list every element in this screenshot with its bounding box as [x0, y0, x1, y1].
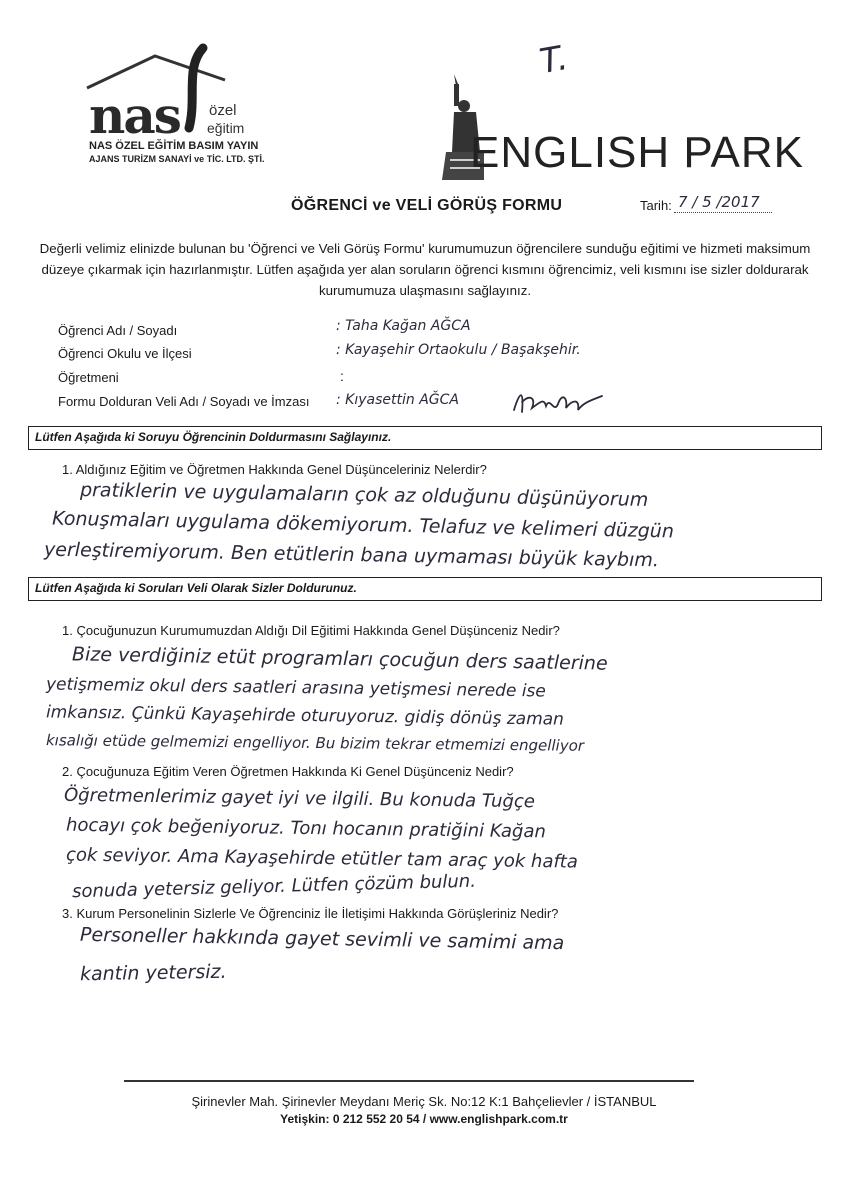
student-answer-line-2[interactable]: Konuşmaları uygulama dökemiyorum. Telafuz ve kelimeri düzgün — [51, 507, 675, 543]
parent-answer-3-line-1[interactable]: Personeller hakkında gayet sevimli ve samimi ama — [79, 923, 565, 955]
nas-company-line1: NAS ÖZEL EĞİTİM BASIM YAYIN — [89, 140, 259, 152]
nas-ozel: özel — [209, 102, 237, 119]
date-label: Tarih: — [640, 198, 672, 213]
parent-answer-1-line-1[interactable]: Bize verdiğiniz etüt programları çocuğun ders saatlerine — [71, 643, 608, 675]
parent-signature — [510, 384, 610, 420]
student-question-1: 1. Aldığınız Eğitim ve Öğretmen Hakkında Genel Düşünceleriniz Nelerdir? — [62, 462, 487, 477]
teacher-label: Öğretmeni — [58, 370, 119, 385]
date-value: 7 / 5 /2017 — [678, 193, 760, 211]
student-school-value[interactable]: : Kayaşehir Ortaokulu / Başakşehir. — [336, 342, 581, 358]
english-park-logo-text: ENGLISH PARK — [470, 128, 804, 177]
parent-question-1: 1. Çocuğunuzun Kurumumuzdan Aldığı Dil Eğitimi Hakkında Genel Düşünceniz Nedir? — [62, 623, 560, 638]
parent-answer-3-line-2[interactable]: kantin yetersiz. — [79, 960, 227, 986]
corner-mark: T. — [536, 37, 571, 83]
parent-answer-2-line-4[interactable]: sonuda yetersiz geliyor. Lütfen çözüm bulun. — [71, 870, 477, 903]
nas-company-line2: AJANS TURİZM SANAYİ ve TİC. LTD. ŞTİ. — [89, 154, 265, 164]
section2-heading: Lütfen Aşağıda ki Soruları Veli Olarak Sizler Doldurunuz. — [35, 581, 357, 595]
form-title: ÖĞRENCİ ve VELİ GÖRÜŞ FORMU — [291, 197, 563, 214]
parent-answer-1-line-3[interactable]: imkansız. Çünkü Kayaşehirde oturuyoruz. gidiş dönüş zaman — [45, 702, 565, 730]
teacher-value[interactable]: : — [340, 368, 344, 384]
section2-box — [28, 577, 822, 601]
footer-contact: Yetişkin: 0 212 552 20 54 / www.englishpark.com.tr — [280, 1112, 568, 1126]
parent-name-label: Formu Dolduran Veli Adı / Soyadı ve İmzası — [58, 394, 310, 409]
parent-answer-2-line-1[interactable]: Öğretmenlerimiz gayet iyi ve ilgili. Bu konuda Tuğçe — [63, 784, 536, 813]
section1-heading: Lütfen Aşağıda ki Soruyu Öğrencinin Doldurmasını Sağlayınız. — [35, 430, 392, 444]
nas-logo-word: nas — [89, 86, 180, 145]
student-school-label: Öğrenci Okulu ve İlçesi — [58, 346, 192, 361]
footer-divider — [124, 1080, 694, 1082]
parent-question-3: 3. Kurum Personelinin Sizlerle Ve Öğrenciniz İle İletişimi Hakkında Görüşleriniz Nedir? — [62, 906, 559, 921]
nas-egitim: eğitim — [207, 120, 245, 136]
section1-box — [28, 426, 822, 450]
parent-answer-2-line-3[interactable]: çok seviyor. Ama Kayaşehirde etütler tam araç yok hafta — [65, 844, 578, 873]
parent-question-2: 2. Çocuğunuza Eğitim Veren Öğretmen Hakkında Ki Genel Düşünceniz Nedir? — [62, 764, 514, 779]
parent-answer-1-line-2[interactable]: yetişmemiz okul ders saatleri arasına yetişmesi nerede ise — [45, 674, 546, 702]
intro-paragraph: Değerli velimiz elinizde bulunan bu 'Öğrenci ve Veli Görüş Formu' kurumumuzun öğrencilere sunduğu eğitimi ve hizmeti maksimum düzeye çıkarmak için hazırlanmıştır. Lütfen aşağıda yer alan soruların öğrenci kısmını öğrencimiz, veli kısmını ise sizler doldurarak kurumumuza ulaşmasını sağlayınız. — [39, 241, 811, 298]
student-answer-line-1[interactable]: pratiklerin ve uygulamaların çok az olduğunu düşünüyorum — [79, 479, 649, 511]
student-name-label: Öğrenci Adı / Soyadı — [58, 323, 178, 338]
parent-name-value[interactable]: : Kıyasettin AĞCA — [336, 392, 459, 408]
nas-logo — [85, 38, 265, 168]
parent-answer-1-line-4[interactable]: kısalığı etüde gelmemizi engelliyor. Bu bizim tekrar etmemizi engelliyor — [45, 731, 585, 755]
student-name-value[interactable]: : Taha Kağan AĞCA — [336, 318, 471, 334]
date-underline — [674, 212, 772, 213]
student-answer-line-3[interactable]: yerleştiremiyorum. Ben etütlerin bana uymaması büyük kaybım. — [43, 538, 660, 572]
parent-answer-2-line-2[interactable]: hocayı çok beğeniyoruz. Tonı hocanın pratiğini Kağan — [65, 814, 547, 843]
footer-address: Şirinevler Mah. Şirinevler Meydanı Meriç Sk. No:12 K:1 Bahçelievler / İSTANBUL — [191, 1094, 657, 1109]
